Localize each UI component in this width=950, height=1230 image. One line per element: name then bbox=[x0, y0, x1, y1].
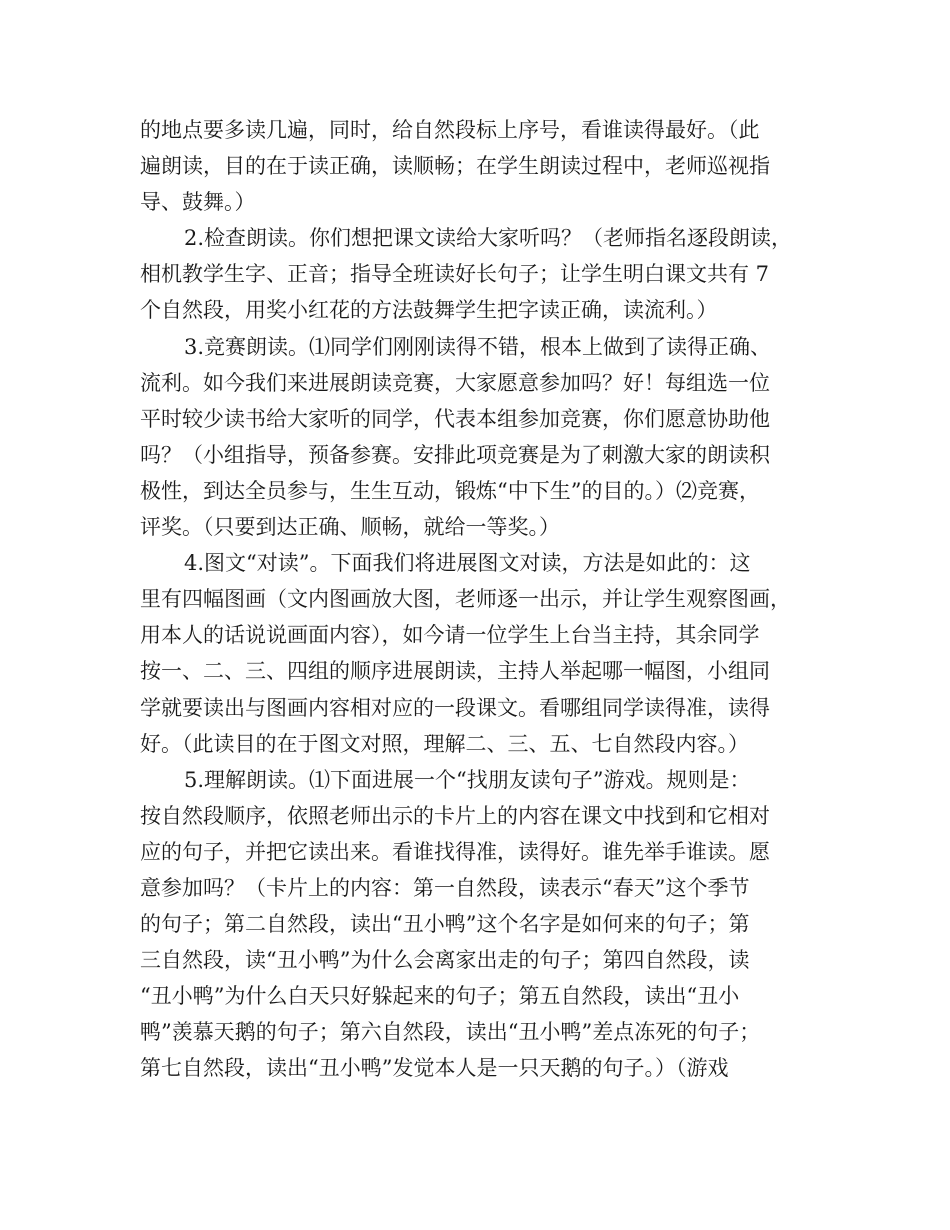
paragraph-5-start: 5.理解朗读。⑴下面进展一个“找朋友读句子”游戏。规则是： bbox=[184, 767, 751, 792]
text-line: 应的句子，并把它读出来。看谁找得准，读得好。谁先举手谁读。愿 bbox=[140, 839, 770, 864]
paragraph-2-start: 2.检查朗读。你们想把课文读给大家听吗？（老师指名逐段朗读， bbox=[184, 226, 793, 251]
text-line: 按一、二、三、四组的顺序进展朗读，主持人举起哪一幅图，小组同 bbox=[140, 659, 770, 684]
text-line: “丑小鸭”为什么白天只好躲起来的句子；第五自然段，读出“丑小 bbox=[140, 984, 740, 1009]
text-line: 的句子；第二自然段，读出“丑小鸭”这个名字是如何来的句子；第 bbox=[140, 912, 750, 937]
text-line: 好。（此读目的在于图文对照，理解二、三、五、七自然段内容。） bbox=[140, 731, 749, 756]
paragraph-4-start: 4.图文“对读”。下面我们将进展图文对读，方法是如此的：这 bbox=[184, 551, 751, 576]
text-line: 学就要读出与图画内容相对应的一段课文。看哪组同学读得准，读得 bbox=[140, 695, 770, 720]
text-line: 第七自然段，读出“丑小鸭”发觉本人是一只天鹅的句子。）（游戏 bbox=[140, 1056, 729, 1081]
text-line: 流利。如今我们来进展朗读竞赛，大家愿意参加吗？好！每组选一位 bbox=[140, 370, 770, 395]
text-line: 导、鼓舞。） bbox=[140, 190, 256, 215]
text-line: 相机教学生字、正音；指导全班读好长句子；让学生明白课文共有 7 bbox=[140, 262, 770, 287]
text-line: 评奖。（只要到达正确、顺畅，就给一等奖。） bbox=[140, 515, 560, 540]
text-line: 按自然段顺序，依照老师出示的卡片上的内容在课文中找到和它相对 bbox=[140, 803, 770, 828]
text-line: 意参加吗？（卡片上的内容：第一自然段，读表示“春天”这个季节 bbox=[140, 875, 750, 900]
paragraph-3-start: 3.竞赛朗读。⑴同学们刚刚读得不错，根本上做到了读得正确、 bbox=[184, 334, 772, 359]
document-page bbox=[140, 112, 820, 1087]
text-line: 鸭”羡慕天鹅的句子；第六自然段，读出“丑小鸭”差点冻死的句子； bbox=[140, 1020, 761, 1045]
text-line: 里有四幅图画（文内图画放大图，老师逐一出示，并让学生观察图画， bbox=[140, 587, 791, 612]
text-line: 极性，到达全员参与，生生互动，锻炼“中下生”的目的。）⑵竞赛， bbox=[140, 478, 760, 503]
text-line: 吗？（小组指导，预备参赛。安排此项竞赛是为了刺激大家的朗读积 bbox=[140, 442, 770, 467]
text-line: 遍朗读，目的在于读正确，读顺畅；在学生朗读过程中，老师巡视指 bbox=[140, 154, 770, 179]
text-line: 三自然段，读“丑小鸭”为什么会离家出走的句子；第四自然段，读 bbox=[140, 948, 750, 973]
text-line: 用本人的话说说画面内容），如今请一位学生上台当主持，其余同学 bbox=[140, 623, 760, 648]
text-line: 个自然段，用奖小红花的方法鼓舞学生把字读正确，读流利。） bbox=[140, 298, 718, 323]
text-line: 的地点要多读几遍，同时，给自然段标上序号，看谁读得最好。（此 bbox=[140, 118, 760, 142]
text-line: 平时较少读书给大家听的同学，代表本组参加竞赛，你们愿意协助他 bbox=[140, 406, 770, 431]
